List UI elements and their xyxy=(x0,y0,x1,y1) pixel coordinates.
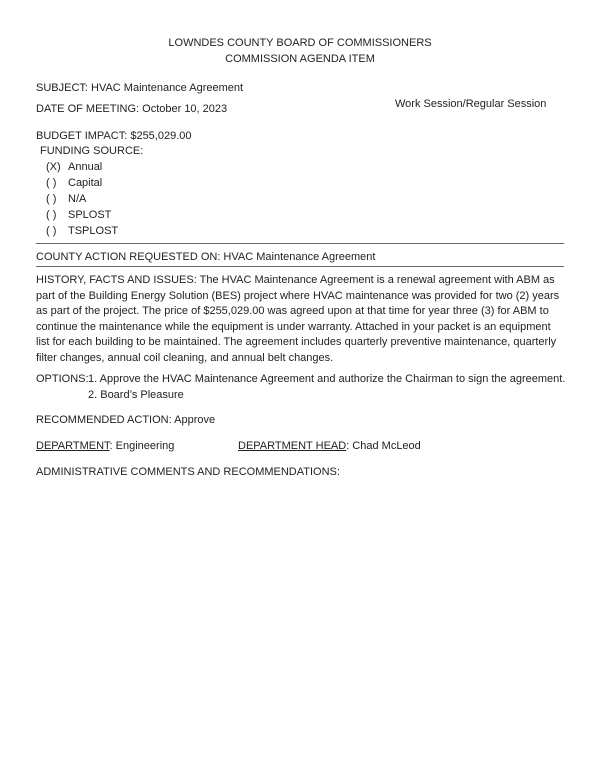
funding-option-capital xyxy=(46,177,102,189)
option-item-1: 1. Approve the HVAC Maintenance Agreement and authorize the Chairman to sign the agreement. xyxy=(88,373,566,385)
header-title: LOWNDES COUNTY BOARD OF COMMISSIONERS xyxy=(168,37,432,49)
checkbox-mark: (X) xyxy=(46,161,61,173)
checkbox-mark: ( ) xyxy=(46,177,57,189)
header-subtitle: COMMISSION AGENDA ITEM xyxy=(225,53,375,65)
section-divider xyxy=(36,243,564,244)
funding-option-label: N/A xyxy=(68,193,87,205)
options-label: OPTIONS: xyxy=(36,373,89,385)
funding-option-label: Capital xyxy=(68,177,103,189)
recommended-action: RECOMMENDED ACTION: Approve xyxy=(36,414,216,426)
funding-option-na xyxy=(46,193,86,205)
county-action-requested: COUNTY ACTION REQUESTED ON: HVAC Maintenance Agreement xyxy=(36,251,376,263)
department-head xyxy=(238,440,421,452)
checkbox-mark: ( ) xyxy=(46,209,57,221)
section-divider xyxy=(36,266,564,267)
funding-option-annual xyxy=(46,161,102,173)
funding-option-label: TSPLOST xyxy=(68,225,119,237)
session-type: Work Session/Regular Session xyxy=(395,98,547,110)
meeting-date: DATE OF MEETING: October 10, 2023 xyxy=(36,103,228,115)
department xyxy=(36,440,174,452)
administrative-comments: ADMINISTRATIVE COMMENTS AND RECOMMENDATIONS: xyxy=(36,466,340,478)
checkbox-mark: ( ) xyxy=(46,193,57,205)
funding-option-tsplost xyxy=(46,225,118,237)
department-value: : Engineering xyxy=(109,440,175,452)
subject-line: SUBJECT: HVAC Maintenance Agreement xyxy=(36,82,244,94)
checkbox-mark: ( ) xyxy=(46,225,57,237)
department-head-label: DEPARTMENT HEAD xyxy=(238,440,347,452)
budget-impact: BUDGET IMPACT: $255,029.00 xyxy=(36,130,192,142)
history-facts-issues: HISTORY, FACTS AND ISSUES: The HVAC Maintenance Agreement is a renewal agreement with ABM as part of the Building Energy Solution (BES) project where HVAC maintenance was provided for two (2) years as part of the project. The price of $255,029.00 was agreed upon at that time for year three (3) for ABM to continue the maintenance while the equipment is under warranty. Attached in your packet is an equipment list for each building to be maintained. The agreement includes quarterly preventive maintenance, quarterly filter changes, annual coil cleaning, and annual belt changes. xyxy=(36,274,560,364)
department-head-value: : Chad McLeod xyxy=(346,440,421,452)
funding-option-label: SPLOST xyxy=(68,209,112,221)
funding-source-label: FUNDING SOURCE: xyxy=(40,145,144,157)
funding-option-splost xyxy=(46,209,111,221)
option-item-2: 2. Board’s Pleasure xyxy=(88,389,184,401)
funding-option-label: Annual xyxy=(68,161,103,173)
department-label: DEPARTMENT xyxy=(36,440,110,452)
